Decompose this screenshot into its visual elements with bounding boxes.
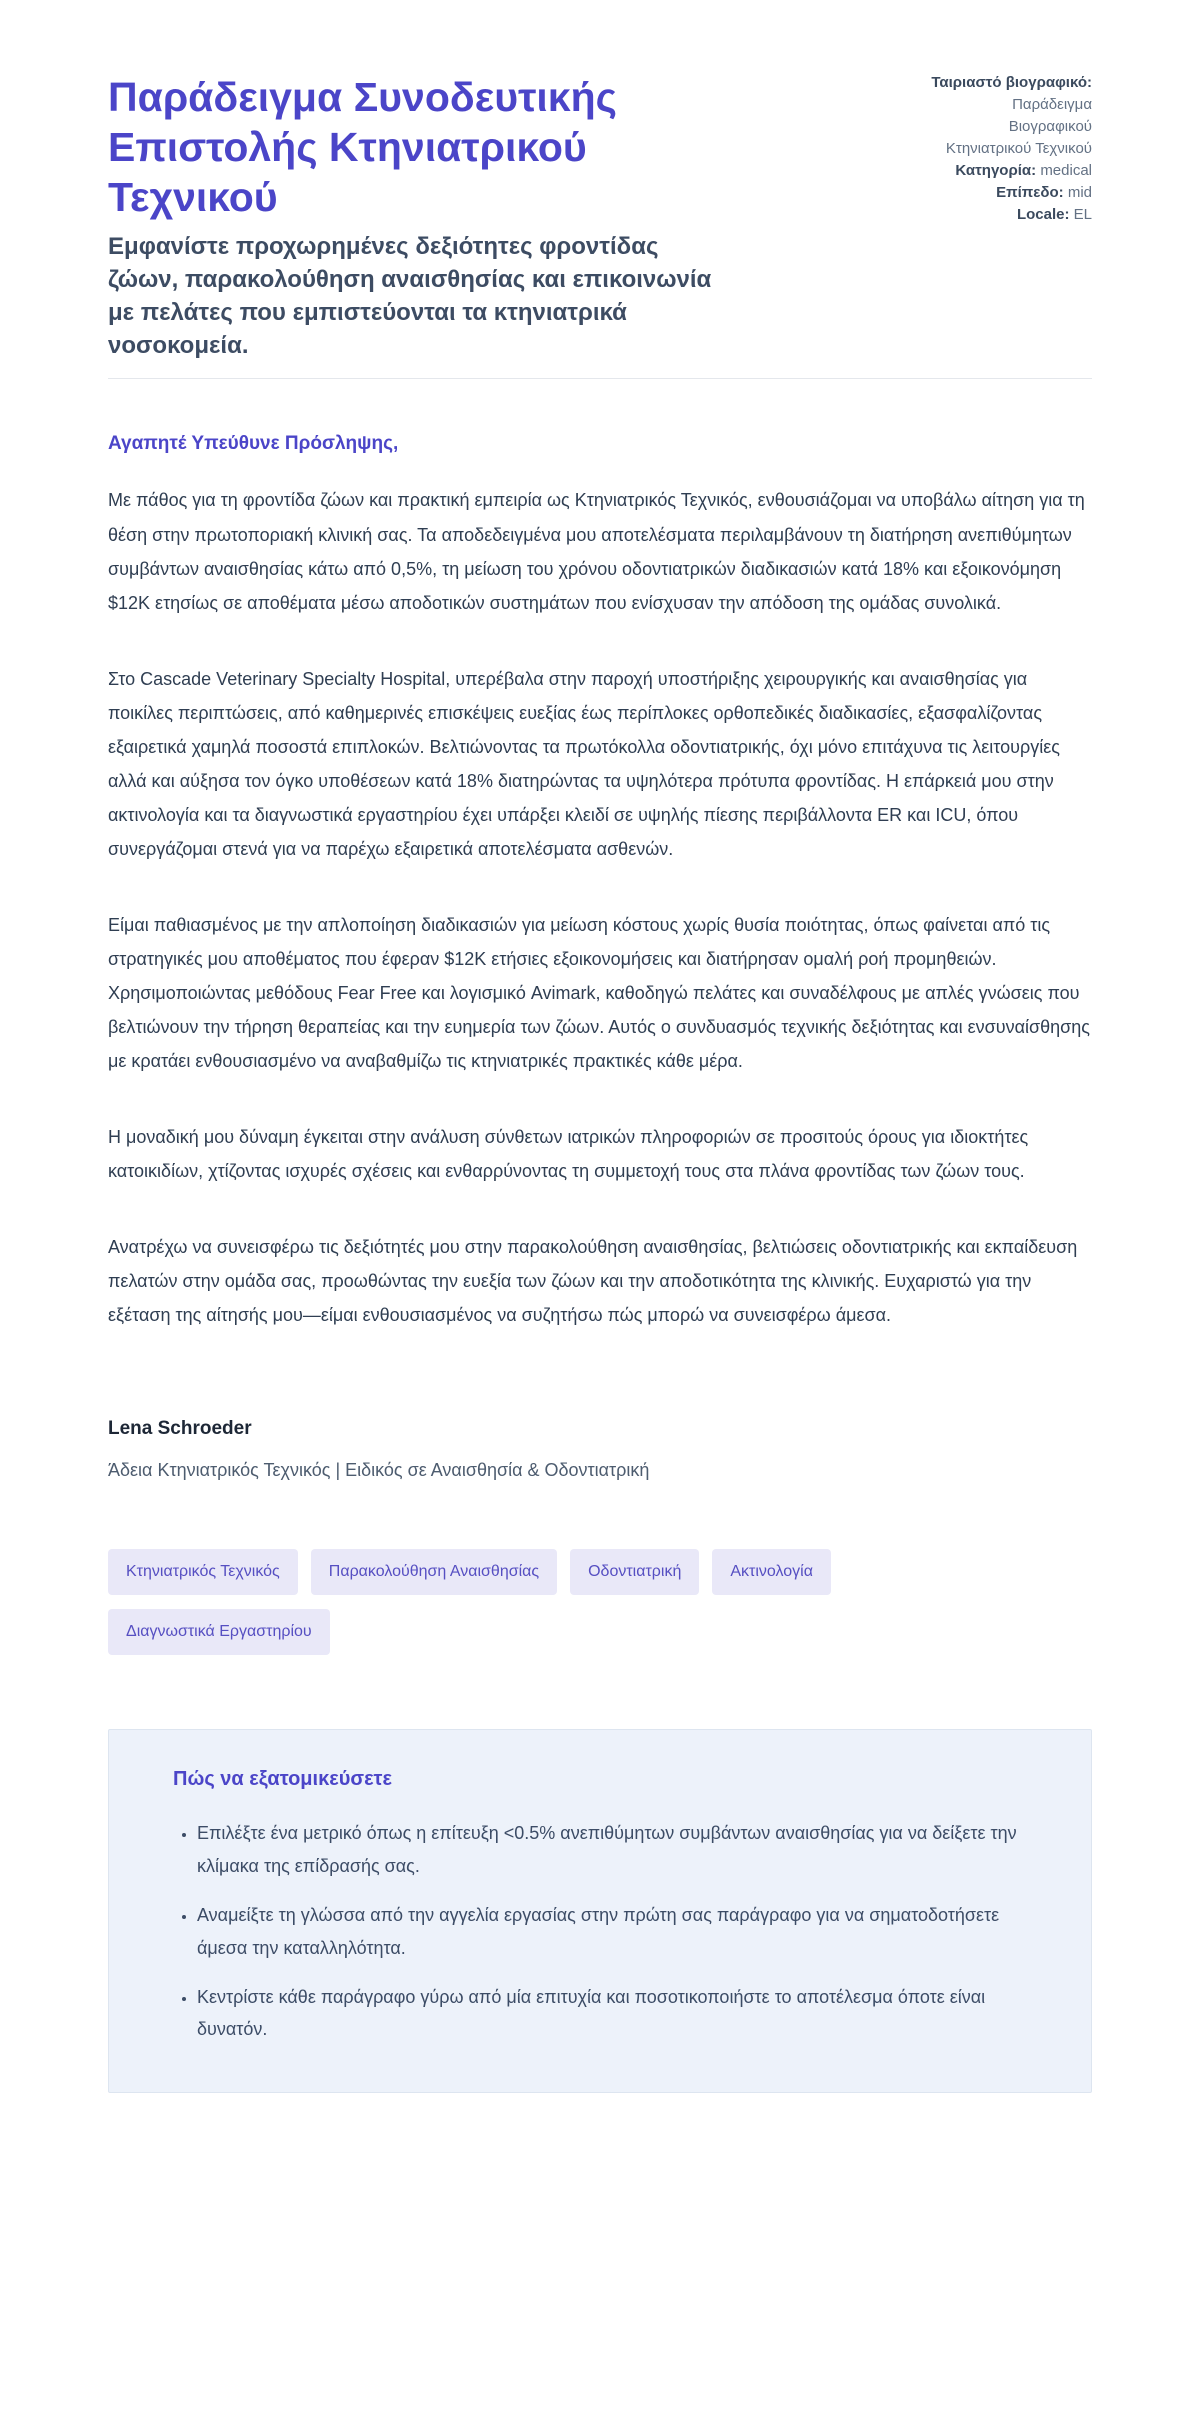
letter-paragraph: Είμαι παθιασμένος με την απλοποίηση διαδικασιών για μείωση κόστους χωρίς θυσία ποιότητας, όπως φαίνεται από τις στρατηγικές μου αποθέματος που έφεραν $12K ετήσιες εξοικονομήσεις και διατήρησαν ομαλή ροή προμηθειών. Χρησιμοποιώντας μεθόδους Fear Free και λογισμικό Avimark, καθοδηγώ πελάτες και συναδέλφους με απλές γνώσεις που βελτιώνουν την τήρηση θεραπείας και την ευημερία των ζώων. Αυτός ο συνδυασμός τεχνικής δεξιότητας και ενσυναίσθησης με κρατάει ενθουσιασμένο να αναβαθμίζω τις κτηνιατρικές πρακτικές κάθε μέρα.	[108, 914, 1090, 1071]
meta-locale	[930, 204, 1092, 226]
meta-locale-value: EL	[1073, 206, 1092, 224]
meta-category-value: medical	[1040, 162, 1092, 180]
meta-category	[930, 160, 1092, 182]
skill-tags	[108, 1549, 968, 1655]
customization-callout	[108, 1729, 1092, 2094]
callout-bullet-list	[173, 1817, 1027, 2047]
meta-level	[930, 182, 1092, 204]
skill-tag: Ακτινολογία	[712, 1549, 831, 1595]
callout-title: Πώς να εξατομικεύσετε	[173, 1767, 392, 1790]
callout-bullet: • Επιλέξτε ένα μετρικό όπως η επίτευξη <0.5% ανεπιθύμητων συμβάντων αναισθησίας για να δείξετε την κλίμακα της επίδρασής σας.	[197, 1817, 1027, 1883]
skill-tag: Κτηνιατρικός Τεχνικός	[108, 1549, 298, 1595]
letter-paragraph: Η μοναδική μου δύναμη έγκειται στην ανάλυση σύνθετων ιατρικών πληροφοριών σε προσιτούς όρους για ιδιοκτήτες κατοικιδίων, χτίζοντας ισχυρές σχέσεις και ενθαρρύνοντας τη συμμετοχή τους στα πλάνα φροντίδας των ζώων τους.	[108, 1126, 1029, 1181]
signature-title: Άδεια Κτηνιατρικός Τεχνικός | Ειδικός σε Αναισθησία & Οδοντιατρική	[108, 1459, 650, 1480]
cover-letter-body	[108, 433, 1092, 1331]
signature-name: Lena Schroeder	[108, 1417, 252, 1439]
page-title: Παράδειγμα Συνοδευτικής Επιστολής Κτηνιατρικού Τεχνικού	[108, 74, 617, 221]
skill-tag: Παρακολούθηση Αναισθησίας	[311, 1549, 557, 1595]
meta-level-value: mid	[1067, 184, 1092, 202]
signature-block	[108, 1418, 1092, 1481]
page-subtitle: Εμφανίστε προχωρημένες δεξιότητες φροντίδας ζώων, παρακολούθηση αναισθησίας και επικοινωνία με πελάτες που εμπιστεύονται τα κτηνιατρικά νοσοκομεία.	[108, 233, 712, 360]
letter-paragraph: Με πάθος για τη φροντίδα ζώων και πρακτική εμπειρία ως Κτηνιατρικός Τεχνικός, ενθουσιάζομαι να υποβάλω αίτηση για τη θέση στην πρωτοποριακή κλινική σας. Τα αποδεδειγμένα μου αποτελέσματα περιλαμβάνουν τη διατήρηση ανεπιθύμητων συμβάντων αναισθησίας κάτω από 0,5%, τη μείωση του χρόνου οδοντιατρικών διαδικασιών κατά 18% και εξοικονόμηση $12K ετησίως σε αποθέματα μέσω αποδοτικών συστημάτων που ενίσχυσαν την απόδοση της ομάδας συνολικά.	[108, 490, 1085, 613]
document-meta	[930, 72, 1092, 226]
meta-category-label: Κατηγορία:	[955, 162, 1037, 180]
letter-paragraph: Ανατρέχω να συνεισφέρω τις δεξιότητές μου στην παρακολούθηση αναισθησίας, βελτιώσεις οδοντιατρικής και εκπαίδευση πελατών στην ομάδα σας, προωθώντας την ευεξία των ζώων και την αποδοτικότητα της κλινικής. Ευχαριστώ για την εξέταση της αίτησής μου—είμαι ενθουσιασμένος να συζητήσω πώς μπορώ να συνεισφέρω άμεσα.	[108, 1236, 1078, 1325]
header	[108, 72, 1092, 362]
letter-paragraph: Στο Cascade Veterinary Specialty Hospital, υπερέβαλα στην παροχή υποστήριξης χειρουργικής και αναισθησίας για ποικίλες περιπτώσεις, από καθημερινές επισκέψεις ευεξίας έως περίπλοκες ορθοπεδικές διαδικασίες, εξασφαλίζοντας εξαιρετικά χαμηλά ποσοστά επιπλοκών. Βελτιώνοντας τα πρωτόκολλα οδοντιατρικής, όχι μόνο επιτάχυνα τις λειτουργίες αλλά και αύξησα τον όγκο υποθέσεων κατά 18% διατηρώντας τα υψηλότερα πρότυπα φροντίδας. Η επάρκειά μου στην ακτινολογία και τα διαγνωστικά εργαστηρίου έχει υπάρξει κλειδί σε υψηλής πίεσης περιβάλλοντα ER και ICU, όπου συνεργάζομαι στενά για να παρέχω εξαιρετικά αποτελέσματα ασθενών.	[108, 668, 1060, 859]
meta-resume-label: Ταιριαστό βιογραφικό:	[931, 74, 1092, 91]
meta-locale-label: Locale:	[1016, 206, 1070, 224]
letter-paragraphs	[108, 483, 1092, 1331]
skill-tag: Διαγνωστικά Εργαστηρίου	[108, 1609, 330, 1655]
meta-matching-resume	[930, 72, 1092, 160]
skill-tag: Οδοντιατρική	[570, 1549, 699, 1595]
callout-bullet: • Κεντρίστε κάθε παράγραφο γύρω από μία επιτυχία και ποσοτικοποιήστε το αποτέλεσμα όποτε είναι δυνατόν.	[197, 1981, 1027, 2047]
header-left	[108, 72, 733, 362]
callout-bullet: • Αναμείξτε τη γλώσσα από την αγγελία εργασίας στην πρώτη σας παράγραφο για να σηματοδοτήσετε άμεσα την καταλληλότητα.	[197, 1899, 1027, 1965]
letter-greeting: Αγαπητέ Υπεύθυνε Πρόσληψης,	[108, 433, 399, 455]
header-divider	[108, 378, 1092, 379]
meta-level-label: Επίπεδο:	[996, 184, 1064, 202]
meta-resume-value: Παράδειγμα Βιογραφικού Κτηνιατρικού Τεχνικού	[945, 96, 1092, 158]
